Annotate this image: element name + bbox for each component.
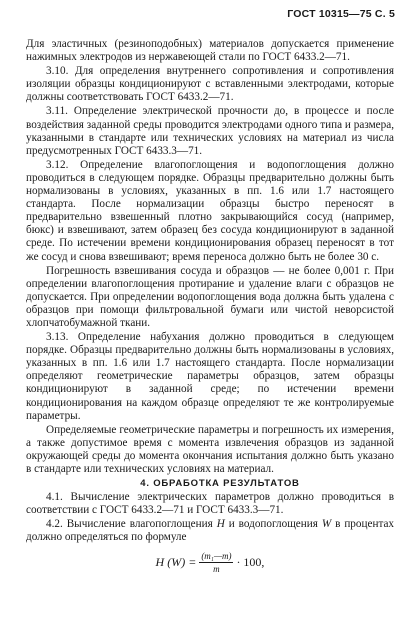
variable-h: H xyxy=(216,518,225,531)
paragraph-4-2 xyxy=(26,518,394,544)
paragraph-4-2-part-2: и водопоглощения xyxy=(228,518,318,531)
formula xyxy=(26,551,394,574)
paragraph-geometry: Определяемые геометрические параметры и погрешность их измерения, а также допустимое время с момента извлечения образцов из заданной окружающей среды до момента окончания испытания должно быть указано в стандарте или технических условиях на материал. xyxy=(26,423,394,475)
paragraph-electrodes: Для эластичных (резиноподобных) материалов допускается применение нажимных электродов из нержавеющей стали по ГОСТ 6433.2—71. xyxy=(26,38,394,64)
paragraph-4-2-part-1: 4.2. Вычисление влагопоглощения xyxy=(46,518,213,531)
variable-w: W xyxy=(321,518,332,531)
paragraph-3-11: 3.11. Определение электрической прочности до, в процессе и после воздействия заданной среды проводится электродами одного типа и размера, указанными в стандарте или технических условиях на материал из числа предусмотренных ГОСТ 6433.3—71. xyxy=(26,105,394,157)
paragraph-4-2-part-3: в процентах должно определяться по формуле xyxy=(26,518,395,544)
paragraph-weighing: Погрешность взвешивания сосуда и образцов — не более 0,001 г. При определении влагопоглощения протирание и удаление влаги с образцов не допускается. При определении водопоглощения вода должна быть удалена с образцов при помощи фильтровальной бумаги или чистой неворсистой хлопчатобумажной ткани. xyxy=(26,264,394,329)
formula-fraction xyxy=(199,551,233,574)
paragraph-3-10: 3.10. Для определения внутреннего сопротивления и сопротивления изоляции образцы кондиционируют с вставленными электродами, которые должны соответствовать ГОСТ 6433.2—71. xyxy=(26,65,394,104)
paragraph-3-12: 3.12. Определение влагопоглощения и водопоглощения должно проводиться в следующем порядке. Образцы предварительно должны быть нормализованы в условиях, указанных в пп. 1.6 или 1.7 настоящего стандарта. После нормализации образцы быстро переносят в предварительно взвешенный плотно закрывающийся сосуд (например, бюкс) и взвешивают, затем образец без сосуда кондиционируют в заданной среде. По истечении времени кондиционирования образец переносят в тот же сосуд и снова взвешивают; время переноса должно быть не более 30 с. xyxy=(26,158,394,263)
section-title: 4. ОБРАБОТКА РЕЗУЛЬТАТОВ xyxy=(140,478,300,490)
document-body xyxy=(26,38,394,574)
formula-denominator: m xyxy=(213,563,220,574)
paragraph-4-1: 4.1. Вычисление электрических параметров должно проводиться в соответствии с ГОСТ 6433.2—71 и ГОСТ 6433.3—71. xyxy=(26,491,394,517)
formula-rhs: · 100, xyxy=(236,554,265,569)
formula-numerator: (m₁—m) xyxy=(201,550,232,561)
paragraph-3-13: 3.13. Определение набухания должно проводиться в следующем порядке. Образцы предварительно должны быть нормализованы в условиях, указанных в пп. 1.6 или 1.7 настоящего стандарта. После нормализации определяют геометрические параметры образцов, затем образцы кондиционируют в заданной среде; по истечении времени кондиционирования на каждом образце определяют те же контролируемые параметры. xyxy=(26,331,394,422)
formula-lhs: H (W) = xyxy=(155,554,197,569)
page-header: ГОСТ 10315—75 С. 5 xyxy=(287,8,395,20)
